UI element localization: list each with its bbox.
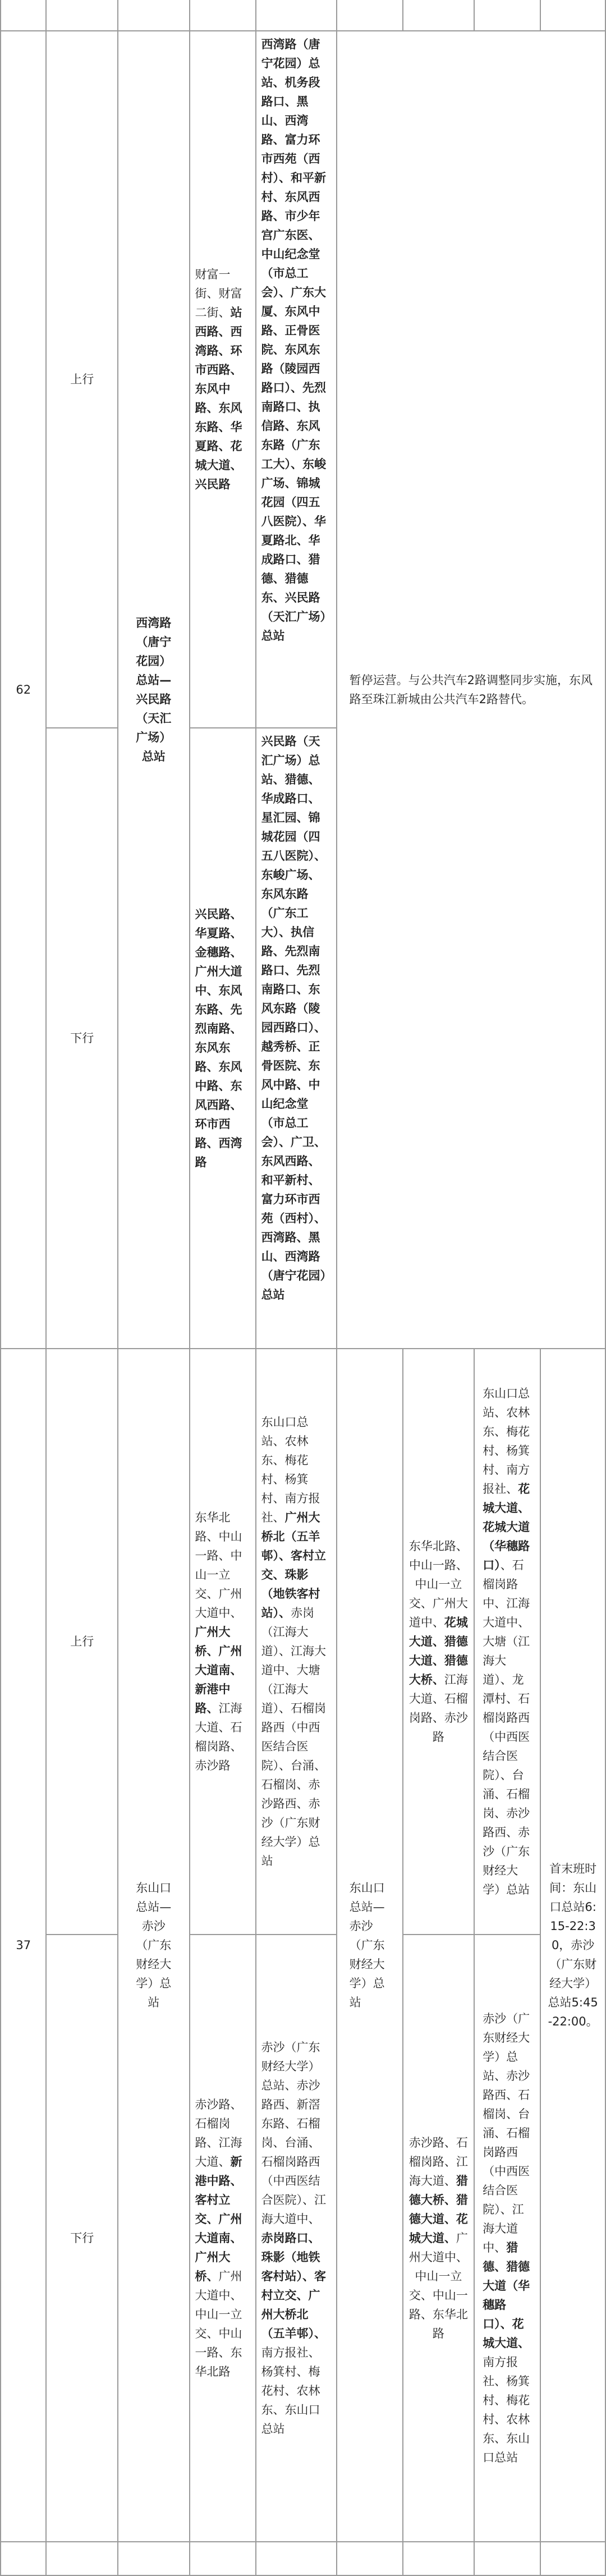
route-path-text — [195, 907, 242, 1169]
stops-text — [261, 735, 327, 1301]
stops-text-new — [483, 1387, 530, 1896]
stops-cell — [256, 728, 337, 1349]
bold-segment: 广州大桥、广州大道南、新港中路、 — [195, 1625, 242, 1715]
cell-empty — [190, 2542, 256, 2575]
bold-segment: 新港中路、客村立交、广州大道南、广州大桥、 — [195, 2155, 242, 2283]
text-segment: 东山口总站、农林东、梅花村、杨箕村、南方报社、 — [261, 1415, 320, 1524]
text-segment: 广州大道中、中山一立交、中山一路、东华北路 — [408, 2231, 468, 2340]
text-segment: 南方报社、杨箕村、梅花村、农林东、东山口总站 — [261, 2346, 320, 2436]
route-path-cell — [403, 1349, 475, 1935]
cell-empty — [337, 2542, 403, 2575]
bold-segment: 赤岗路口、珠影（地铁客村站）、客村立交、广州大桥北（五羊邨）、 — [261, 2231, 327, 2340]
schedule-text: 首末班时间：东山口总站6:15-22:30，赤沙（广东财经大学）总站5:45-22:00。 — [548, 1862, 598, 2028]
text-segment: 财富一街、财富二街、 — [195, 268, 242, 319]
notice-cell — [337, 31, 605, 1349]
bold-segment: 花城大道、花城大道（华穗路口） — [483, 1482, 530, 1572]
terminal-text: 西湾路（唐宁花园）总站—兴民路（天汇广场）总站 — [136, 616, 172, 763]
terminal-text-new: 东山口总站—赤沙（广东财经大学）总站 — [349, 1881, 385, 2009]
text-segment: 南方报社、杨箕村、梅花村、农林东、东山口总站 — [483, 2355, 530, 2464]
route-path-text-new — [409, 2136, 468, 2340]
text-segment: 赤沙路、石榴岗路、江海大道、 — [195, 2098, 242, 2169]
route-path-text — [195, 2098, 242, 2378]
stops-text — [261, 38, 327, 643]
direction-label: 上行 — [46, 1349, 118, 1935]
table-row — [1, 31, 605, 728]
bold-segment: 西湾路（唐宁花园）总站、机务段路口、黑山、西湾路、富力环市西苑（西村）、和平新村、东风西路、市少年宫广东医、中山纪念堂（市总工会）、广东大厦、东风中路、正骨医院、东风东路（陵园西路口）、先烈南路口、执信路、东风东路（广东工大）、东峻广场、锦城花园（四五八医院）、华夏路北、华成路口、猎德、猎德东、兴民路（天汇广场）总站 — [261, 38, 327, 643]
text-segment: 东华北路、中山一路、中山一立交、广州大道中、 — [408, 1539, 468, 1629]
table-row — [1, 0, 605, 31]
cell-empty — [46, 0, 118, 31]
route-path-cell — [190, 1935, 256, 2542]
cell-empty — [1, 2542, 46, 2575]
direction-label: 上行 — [46, 31, 118, 728]
route-path-text-new — [409, 1539, 468, 1744]
cell-empty — [118, 2542, 190, 2575]
text-segment: 、石榴岗路中、江海大道中、大塘（江海大道）、龙潭村、石榴岗路西（中西医结合医院）、台涌、石榴岗、赤沙路西、赤沙（广东财经大学）总站 — [483, 1559, 530, 1896]
route-path-cell — [403, 1935, 475, 2542]
route-path-text — [195, 1511, 242, 1772]
text-segment: 东华北路、中山一路、中山一立交、广州大道中、 — [195, 1511, 242, 1620]
text-segment: 赤沙（广东财经大学）总站、赤沙路西、石榴岗、台涌、石榴岗路西（中西医结合医院）、江海大道中、 — [483, 2012, 530, 2254]
text-segment: 赤岗（江海大道）、江海大道中、大塘（江海大道）、石榴岗路西（中西医结合医院）、台涌、石榴岗、赤沙路西、赤沙（广东财经大学）总站 — [261, 1606, 327, 1868]
bold-segment: 兴民路、华夏路、金穗路、广州大道中、东风东路、先烈南路、东风东路、东风中路、东风西路、环市西路、西湾路 — [195, 907, 242, 1169]
terminal-cell — [118, 1349, 190, 2542]
cell-empty — [403, 2542, 475, 2575]
suspension-notice: 暂停运营。与公共汽车2路调整同步实施，东风路至珠江新城由公共汽车2路替代。 — [349, 673, 593, 706]
cell-empty — [256, 2542, 337, 2575]
cell-empty — [474, 2542, 540, 2575]
cell-empty — [540, 2542, 605, 2575]
terminal-cell — [118, 31, 190, 1349]
bold-segment: 兴民路（天汇广场）总站、猎德、华成路口、星汇园、锦城花园（四五八医院）、东峻广场、东风东路（广东工大）、执信路、先烈南路口、先烈南路口、东风东路（陵园西路口）、越秀桥、正骨医院、东风中路、中山纪念堂（市总工会）、广卫、东风西路、和平新村、富力环市西苑（西村）、西湾路、黑山、西湾路（唐宁花园）总站 — [261, 735, 327, 1301]
stops-text — [261, 2041, 327, 2436]
cell-empty — [337, 0, 403, 31]
cell-empty — [403, 0, 475, 31]
stops-text-new — [483, 2012, 530, 2464]
stops-cell — [256, 31, 337, 728]
stops-cell — [474, 1349, 540, 1935]
text-segment: 东山口总站、农林东、梅花村、杨箕村、南方报社、 — [483, 1387, 530, 1496]
route-number: 37 — [1, 1349, 46, 2542]
stops-cell — [256, 1935, 337, 2542]
cell-empty — [46, 2542, 118, 2575]
direction-label: 下行 — [46, 1935, 118, 2542]
stops-cell — [256, 1349, 337, 1935]
terminal-text: 东山口总站—赤沙（广东财经大学）总站 — [136, 1881, 172, 2009]
stops-cell — [474, 1935, 540, 2542]
bold-segment: 猎德、猎德大道（华穗路口）、花城大道、 — [483, 2241, 530, 2350]
route-path-text — [195, 268, 242, 491]
direction-label: 下行 — [46, 728, 118, 1349]
cell-empty — [540, 0, 605, 31]
text-segment: 江海大道、石榴岗路、赤沙路 — [195, 1702, 242, 1772]
route-path-cell — [190, 1349, 256, 1935]
cell-empty — [118, 0, 190, 31]
text-segment: 江海大道、石榴岗路、赤沙路 — [408, 1673, 468, 1744]
terminal-cell — [337, 1349, 403, 2542]
text-segment: 赤沙（广东财经大学）总站、赤沙路西、新滘东路、石榴岗、台涌、石榴岗路西（中西医结合医院）、江海大道中、 — [261, 2041, 327, 2226]
bold-segment: 猎德大桥、猎德大道、花城大道、 — [408, 2174, 468, 2245]
table-row — [1, 1935, 605, 2542]
bold-segment: 花城大道、猎德大道、猎德大桥、 — [408, 1616, 468, 1686]
cell-empty — [190, 0, 256, 31]
bold-segment: 站西路、西湾路、环市西路、东风中路、东风东路、华夏路、花城大道、兴民路 — [195, 306, 242, 491]
schedule-cell — [540, 1349, 605, 2542]
route-number: 62 — [1, 31, 46, 1349]
route-path-cell — [190, 728, 256, 1349]
table-row — [1, 1349, 605, 1935]
cell-empty — [1, 0, 46, 31]
cell-empty — [474, 0, 540, 31]
bold-segment: 广州大桥北（五羊邨）、客村立交、珠影（地铁客村站）、 — [261, 1511, 327, 1620]
stops-text — [261, 1415, 327, 1868]
table-row — [1, 2542, 605, 2575]
route-path-cell — [190, 31, 256, 728]
text-segment: 赤沙路、石榴岗路、江海大道、 — [408, 2136, 468, 2188]
cell-empty — [256, 0, 337, 31]
text-segment: 广州大道中、中山一立交、中山一路、东华北路 — [195, 2270, 242, 2378]
